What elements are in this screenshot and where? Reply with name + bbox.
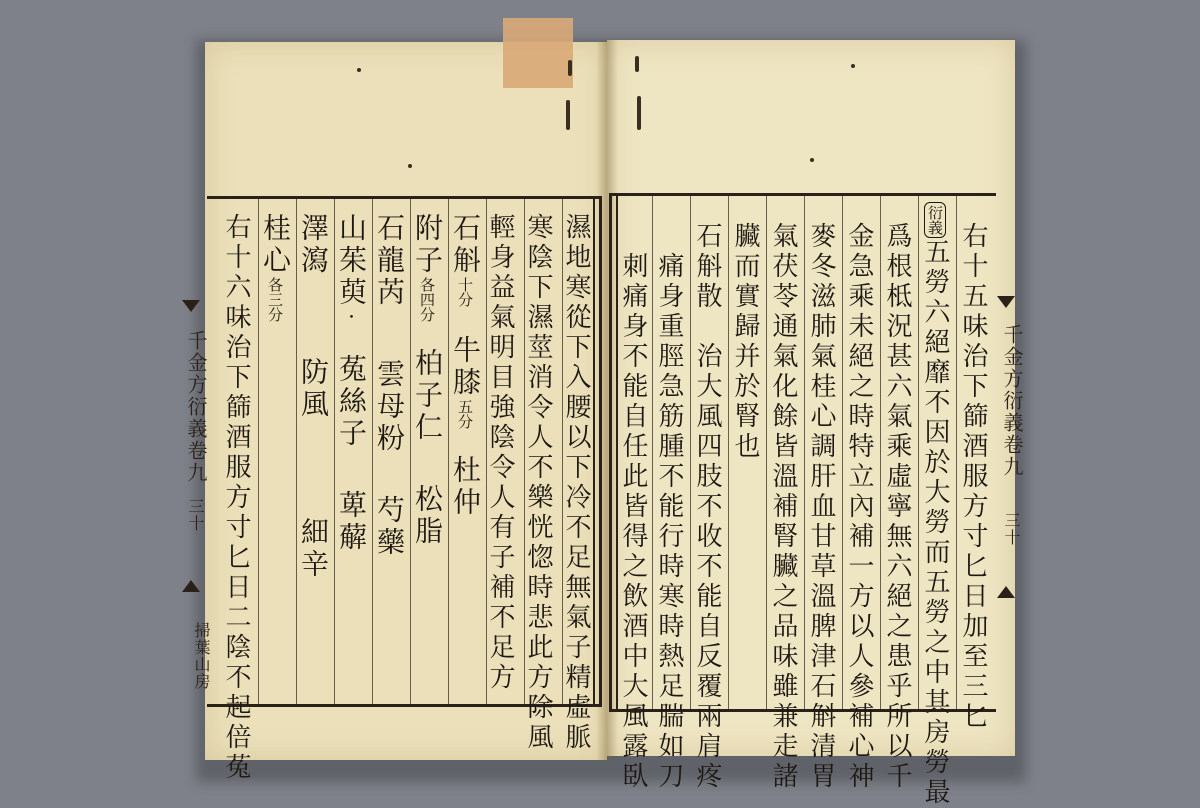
left-folio: 三十	[186, 498, 205, 532]
thread-mark	[566, 100, 570, 130]
herb-column	[373, 213, 406, 559]
herb-column	[449, 213, 482, 519]
text-column: 石斛散 治大風四肢不收不能自反覆兩肩疼	[692, 222, 722, 792]
right-text-frame	[609, 193, 996, 808]
column-rule	[918, 196, 919, 709]
column-rule	[766, 196, 767, 709]
dose-note: ・	[342, 309, 360, 324]
herb-column	[411, 213, 444, 548]
text-column: 痛身重脛急筋腫不能行時寒時熱足腨如刀	[654, 252, 684, 792]
right-margin-title: 千金方衍義卷九	[1000, 324, 1024, 478]
binding-dot	[851, 64, 855, 68]
text-column: 濕地寒從下入腰以下冷不足無氣子精虛脈	[561, 213, 591, 753]
column-rule	[956, 196, 957, 709]
fish-tail-mark	[997, 296, 1015, 308]
text-column: 衍義五勞六絕靡不因於大勞而五勞之中其房勞最	[922, 202, 948, 808]
column-rule	[804, 196, 805, 709]
dose-note: 十分	[456, 277, 474, 307]
frame-inner-rule	[593, 199, 595, 704]
text-column: 臟而實歸并於腎也	[730, 222, 760, 462]
herb-name: 山茱萸	[335, 213, 368, 309]
dose-note: 各四分	[418, 277, 436, 322]
fish-tail-mark	[997, 586, 1015, 598]
text-column: 爲根柢況甚六氣乘虛寧無六絕之患乎所以千	[882, 222, 912, 792]
paper-tag	[503, 18, 573, 88]
herb-column	[259, 213, 292, 322]
herb-name: 菟絲子	[335, 354, 368, 450]
publisher-mark: 掃葉山房	[192, 622, 211, 690]
herb-name: 附子	[411, 213, 444, 277]
dose-note: 五分	[456, 399, 474, 429]
right-folio: 三十	[1002, 512, 1021, 546]
text-column: 麥冬滋肺氣桂心調肝血甘草溫脾津石斛清胃	[806, 222, 836, 792]
left-text-frame	[207, 196, 602, 783]
text-column: 右十五味治下篩酒服方寸匕日加至三匕	[958, 222, 988, 732]
thread-mark	[635, 56, 639, 72]
column-rule	[690, 196, 691, 709]
fish-tail-mark	[182, 300, 200, 312]
herb-name: 芍藥	[373, 495, 406, 559]
herb-column	[335, 213, 368, 554]
fish-tail-mark	[182, 580, 200, 592]
herb-name: 桂心	[259, 213, 292, 277]
text-column: 寒陰下濕莖消令人不樂恍惚時悲此方除風	[523, 213, 553, 753]
herb-name: 防風	[297, 357, 330, 421]
herb-name: 細辛	[297, 517, 330, 581]
text-column: 刺痛身不能自任此皆得之飲酒中大風露臥	[618, 252, 648, 792]
herb-name: 萆薢	[335, 490, 368, 554]
herb-name: 松脂	[411, 484, 444, 548]
herb-name: 柏子仁	[411, 348, 444, 444]
binding-dot	[357, 68, 361, 72]
herb-name: 雲母粉	[373, 359, 406, 455]
commentary-badge: 衍義	[924, 202, 946, 238]
dose-note: 各三分	[266, 277, 284, 322]
text-column: 輕身益氣明目強陰令人有子補不足方	[485, 213, 515, 693]
text-column: 金急乘未絕之時特立內補一方以人參補心神	[844, 222, 874, 792]
left-margin-title: 千金方衍義卷九	[184, 330, 208, 484]
herb-name: 石斛	[449, 213, 482, 277]
thread-mark	[568, 60, 572, 76]
binding-dot	[408, 164, 412, 168]
text-column: 氣茯苓通氣化餘皆溫補腎臟之品味雖兼走諸	[768, 222, 798, 792]
herb-name: 牛膝	[449, 335, 482, 399]
herb-column	[297, 213, 330, 581]
thread-mark	[637, 96, 641, 130]
column-rule	[728, 196, 729, 709]
herb-name: 澤瀉	[297, 213, 330, 277]
text-column: 右十六味治下篩酒服方寸匕日二陰不起倍菟	[221, 213, 251, 783]
column-rule	[652, 196, 653, 709]
column-rule	[842, 196, 843, 709]
herb-name: 杜仲	[449, 455, 482, 519]
herb-name: 石龍芮	[373, 213, 406, 309]
column-rule	[880, 196, 881, 709]
binding-dot	[810, 158, 814, 162]
